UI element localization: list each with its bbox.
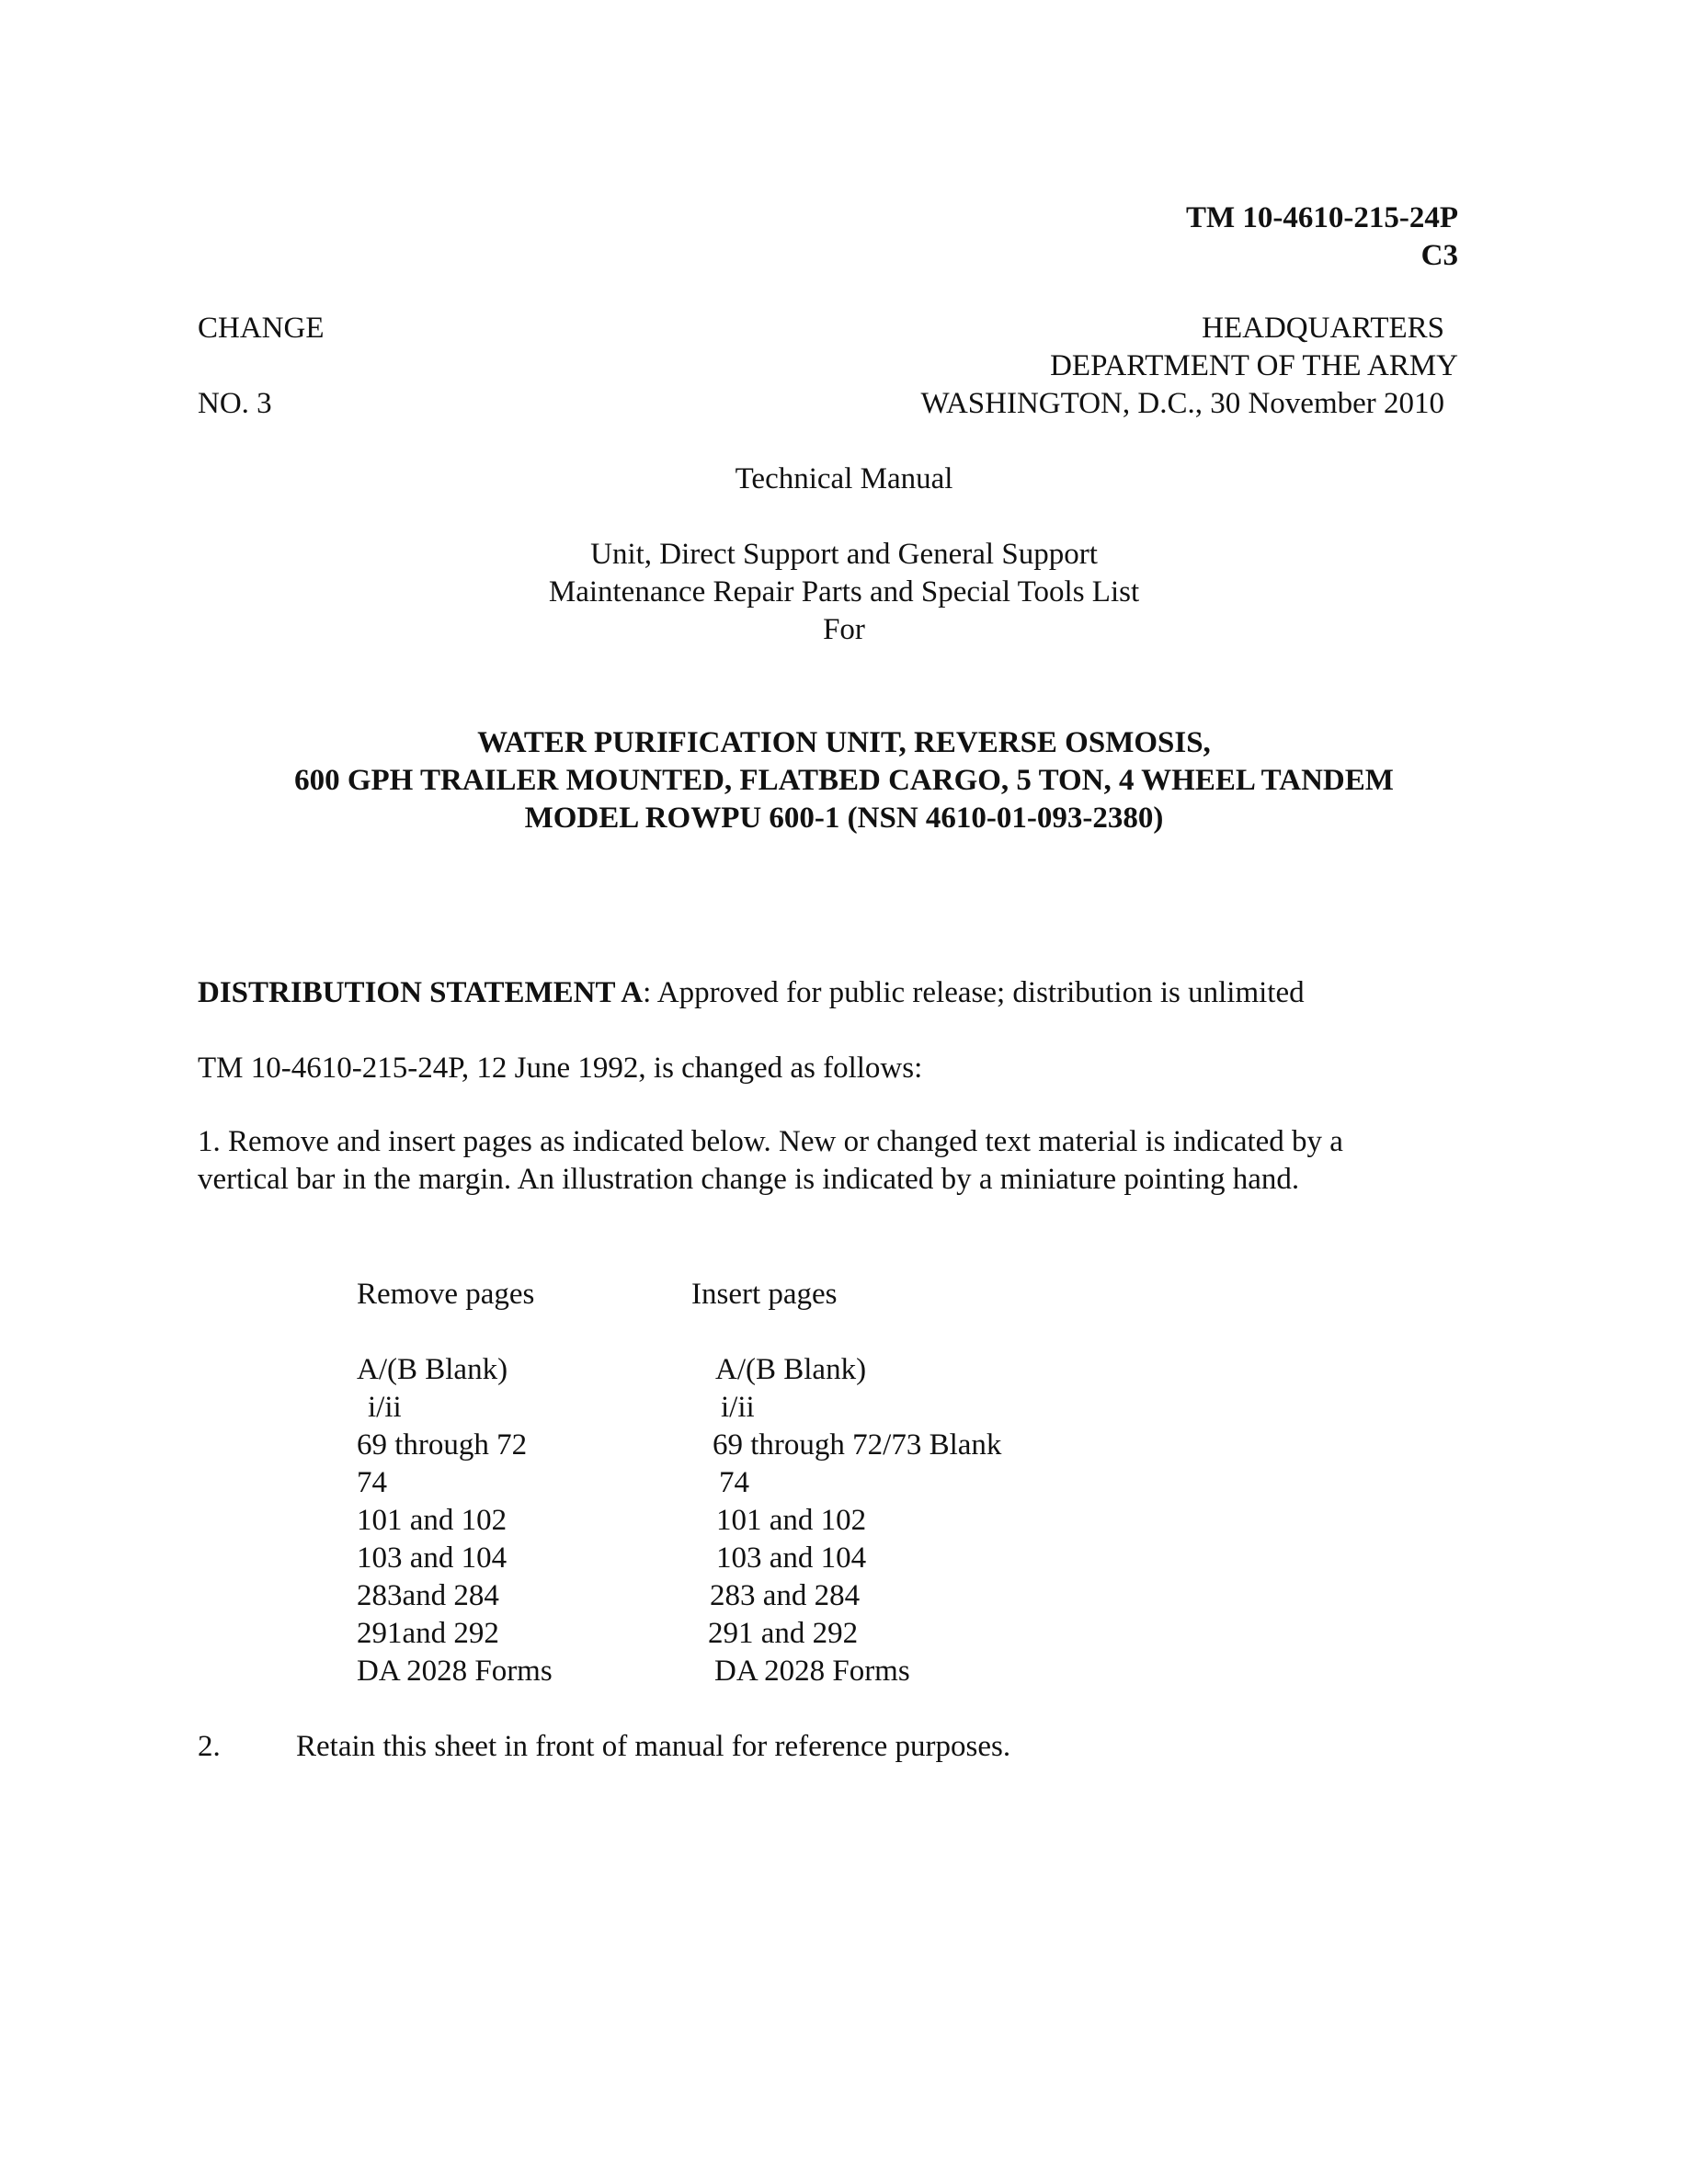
remove-page-cell: 291and 292 — [357, 1617, 499, 1650]
distribution-statement — [198, 978, 1305, 1008]
remove-page-cell: A/(B Blank) — [357, 1353, 508, 1386]
remove-page-cell: 283and 284 — [357, 1579, 499, 1612]
equipment-title-line-2: 600 GPH TRAILER MOUNTED, FLATBED CARGO, 5 TON, 4 WHEEL TANDEM — [294, 764, 1394, 797]
page-table-header — [0, 1280, 1688, 1317]
subtitle-line-3: For — [823, 613, 865, 646]
table-row — [0, 1581, 1688, 1619]
distribution-label: DISTRIBUTION STATEMENT A — [198, 976, 644, 1009]
hq-line-3: WASHINGTON, D.C., 30 November 2010 — [920, 387, 1444, 420]
table-row — [0, 1430, 1688, 1468]
table-row — [0, 1468, 1688, 1506]
table-row — [0, 1355, 1688, 1393]
remove-page-cell: DA 2028 Forms — [357, 1655, 553, 1688]
insert-page-cell: 74 — [719, 1466, 749, 1499]
change-number: NO. 3 — [198, 387, 272, 420]
insert-page-cell: 101 and 102 — [716, 1504, 867, 1537]
insert-page-cell: 291 and 292 — [708, 1617, 859, 1650]
tm-number: TM 10-4610-215-24P — [1185, 201, 1458, 234]
insert-page-cell: 69 through 72/73 Blank — [713, 1428, 1002, 1462]
change-code: C3 — [1420, 239, 1458, 272]
remove-page-cell: 101 and 102 — [357, 1504, 508, 1537]
hq-line-2: DEPARTMENT OF THE ARMY — [1050, 349, 1458, 382]
table-row — [0, 1543, 1688, 1581]
table-row — [0, 1619, 1688, 1656]
insert-page-cell: i/ii — [721, 1391, 755, 1424]
insert-pages-header: Insert pages — [691, 1278, 838, 1311]
remove-pages-header: Remove pages — [357, 1278, 535, 1311]
change-label: CHANGE — [198, 312, 325, 345]
subtitle-line-2: Maintenance Repair Parts and Special Tools List — [548, 575, 1140, 609]
instruction-2-text: Retain this sheet in front of manual for reference purposes. — [296, 1730, 1011, 1763]
table-row — [0, 1506, 1688, 1543]
insert-page-cell: 103 and 104 — [716, 1541, 867, 1575]
insert-page-cell: DA 2028 Forms — [714, 1655, 910, 1688]
table-row — [0, 1393, 1688, 1430]
remove-page-cell: 74 — [357, 1466, 387, 1499]
intro-text: TM 10-4610-215-24P, 12 June 1992, is changed as follows: — [198, 1052, 923, 1085]
equipment-title-line-3: MODEL ROWPU 600-1 (NSN 4610-01-093-2380) — [524, 802, 1164, 835]
insert-page-cell: 283 and 284 — [710, 1579, 861, 1612]
instruction-1: 1. Remove and insert pages as indicated below. New or changed text material is indicated by a vertical bar in the margin. An illustration change is indicated by a miniature pointing hand. — [198, 1125, 1343, 1196]
instruction-2-number: 2. — [198, 1730, 221, 1763]
equipment-title-line-1: WATER PURIFICATION UNIT, REVERSE OSMOSIS, — [477, 726, 1211, 759]
table-row — [0, 1656, 1688, 1694]
subtitle-line-1: Unit, Direct Support and General Support — [590, 538, 1098, 571]
manual-type: Technical Manual — [735, 462, 953, 495]
remove-page-cell: 103 and 104 — [357, 1541, 508, 1575]
remove-page-cell: i/ii — [368, 1391, 402, 1424]
remove-page-cell: 69 through 72 — [357, 1428, 528, 1462]
insert-page-cell: A/(B Blank) — [715, 1353, 867, 1386]
distribution-text: : Approved for public release; distribution is unlimited — [643, 976, 1305, 1009]
hq-line-1: HEADQUARTERS — [1202, 312, 1444, 345]
